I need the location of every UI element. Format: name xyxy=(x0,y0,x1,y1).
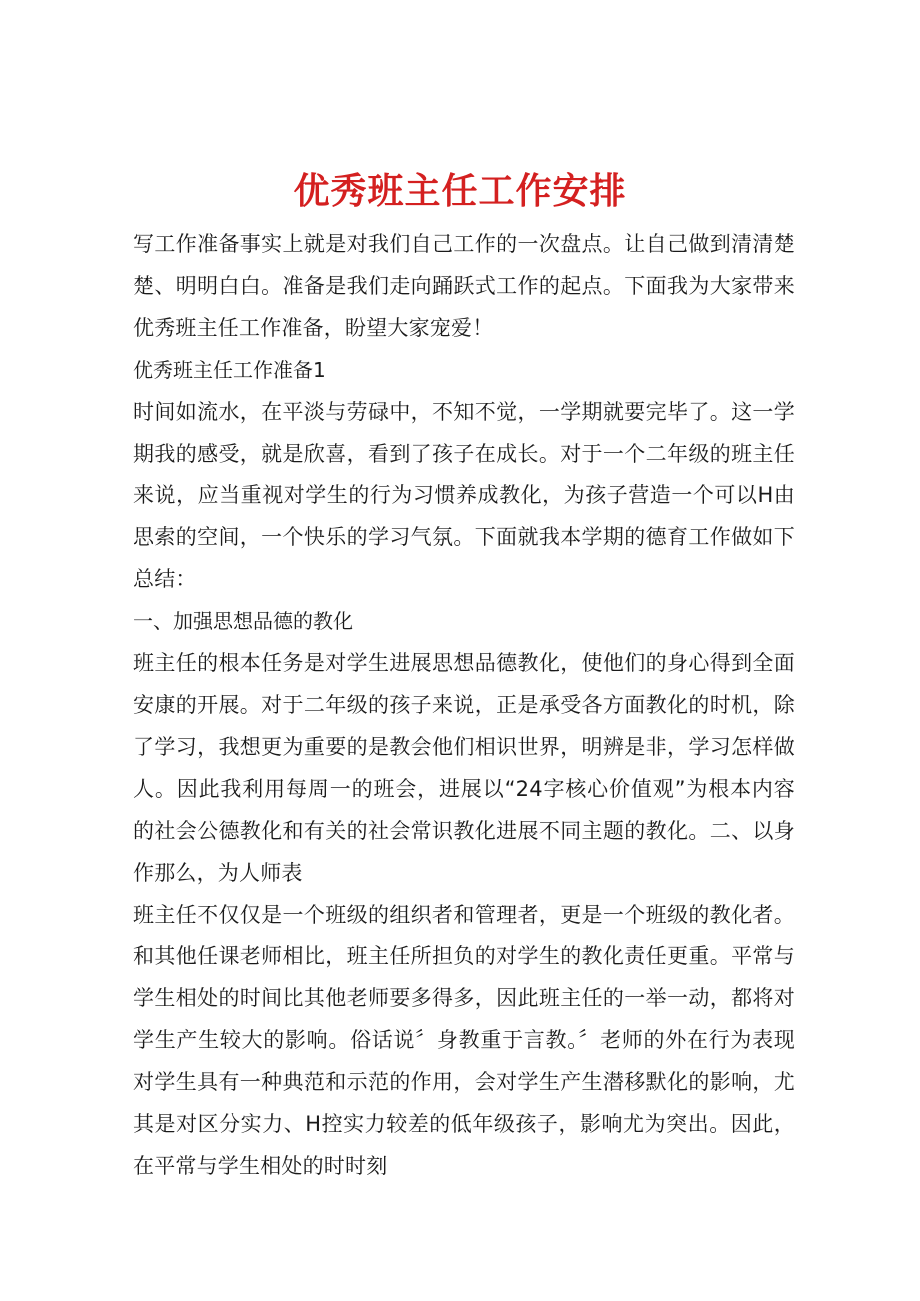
document-title: 优秀班主任工作安排 xyxy=(293,170,627,213)
intro-paragraph: 写工作准备事实上就是对我们自己工作的一次盘点。让自己做到清清楚楚、明明白白。准备是我们走向踊跃式工作的起点。下面我为大家带来优秀班主任工作准备，盼望大家宠爱！ xyxy=(133,232,795,340)
section-heading-moral-education: 一、加强思想品德的教化 xyxy=(133,609,353,634)
paragraph-semester-summary: 时间如流水，在平淡与劳碌中，不知不觉，一学期就要完毕了。这一学期我的感受，就是欣喜，看到了孩子在成长。对于一个二年级的班主任来说，应当重视对学生的行为习惯养成教化，为孩子营造一个可以H由思索的空间，一个快乐的学习气氛。下面就我本学期的德育工作做如下总结： xyxy=(133,399,795,592)
document-body xyxy=(133,224,795,1188)
paragraph-role-model: 班主任不仅仅是一个班级的组织者和管理者，更是一个班级的教化者。和其他任课老师相比，班主任所担负的对学生的教化责任更重。平常与学生相处的时间比其他老师要多得多，因此班主任的一举一动，都将对学生产生较大的影响。俗话说〞身教重于言教。〞老师的外在行为表现对学生具有一种典范和示范的作用，会对学生产生潜移默化的影响，尤其是对区分实力、H控实力较差的低年级孩子，影响尤为突出。因此，在平常与学生相处的时时刻 xyxy=(133,902,795,1178)
section-heading-plan-1: 优秀班主任工作准备1 xyxy=(133,357,326,382)
paragraph-moral-education: 班主任的根本任务是对学生进展思想品德教化，使他们的身心得到全面安康的开展。对于二年级的孩子来说，正是承受各方面教化的时机，除了学习，我想更为重要的是教会他们相识世界，明辨是非，学习怎样做人。因此我利用每周一的班会，进展以“24字核心价值观”为根本内容的社会公德教化和有关的社会常识教化进展不同主题的教化。二、以身作那么，为人师表 xyxy=(133,651,795,885)
